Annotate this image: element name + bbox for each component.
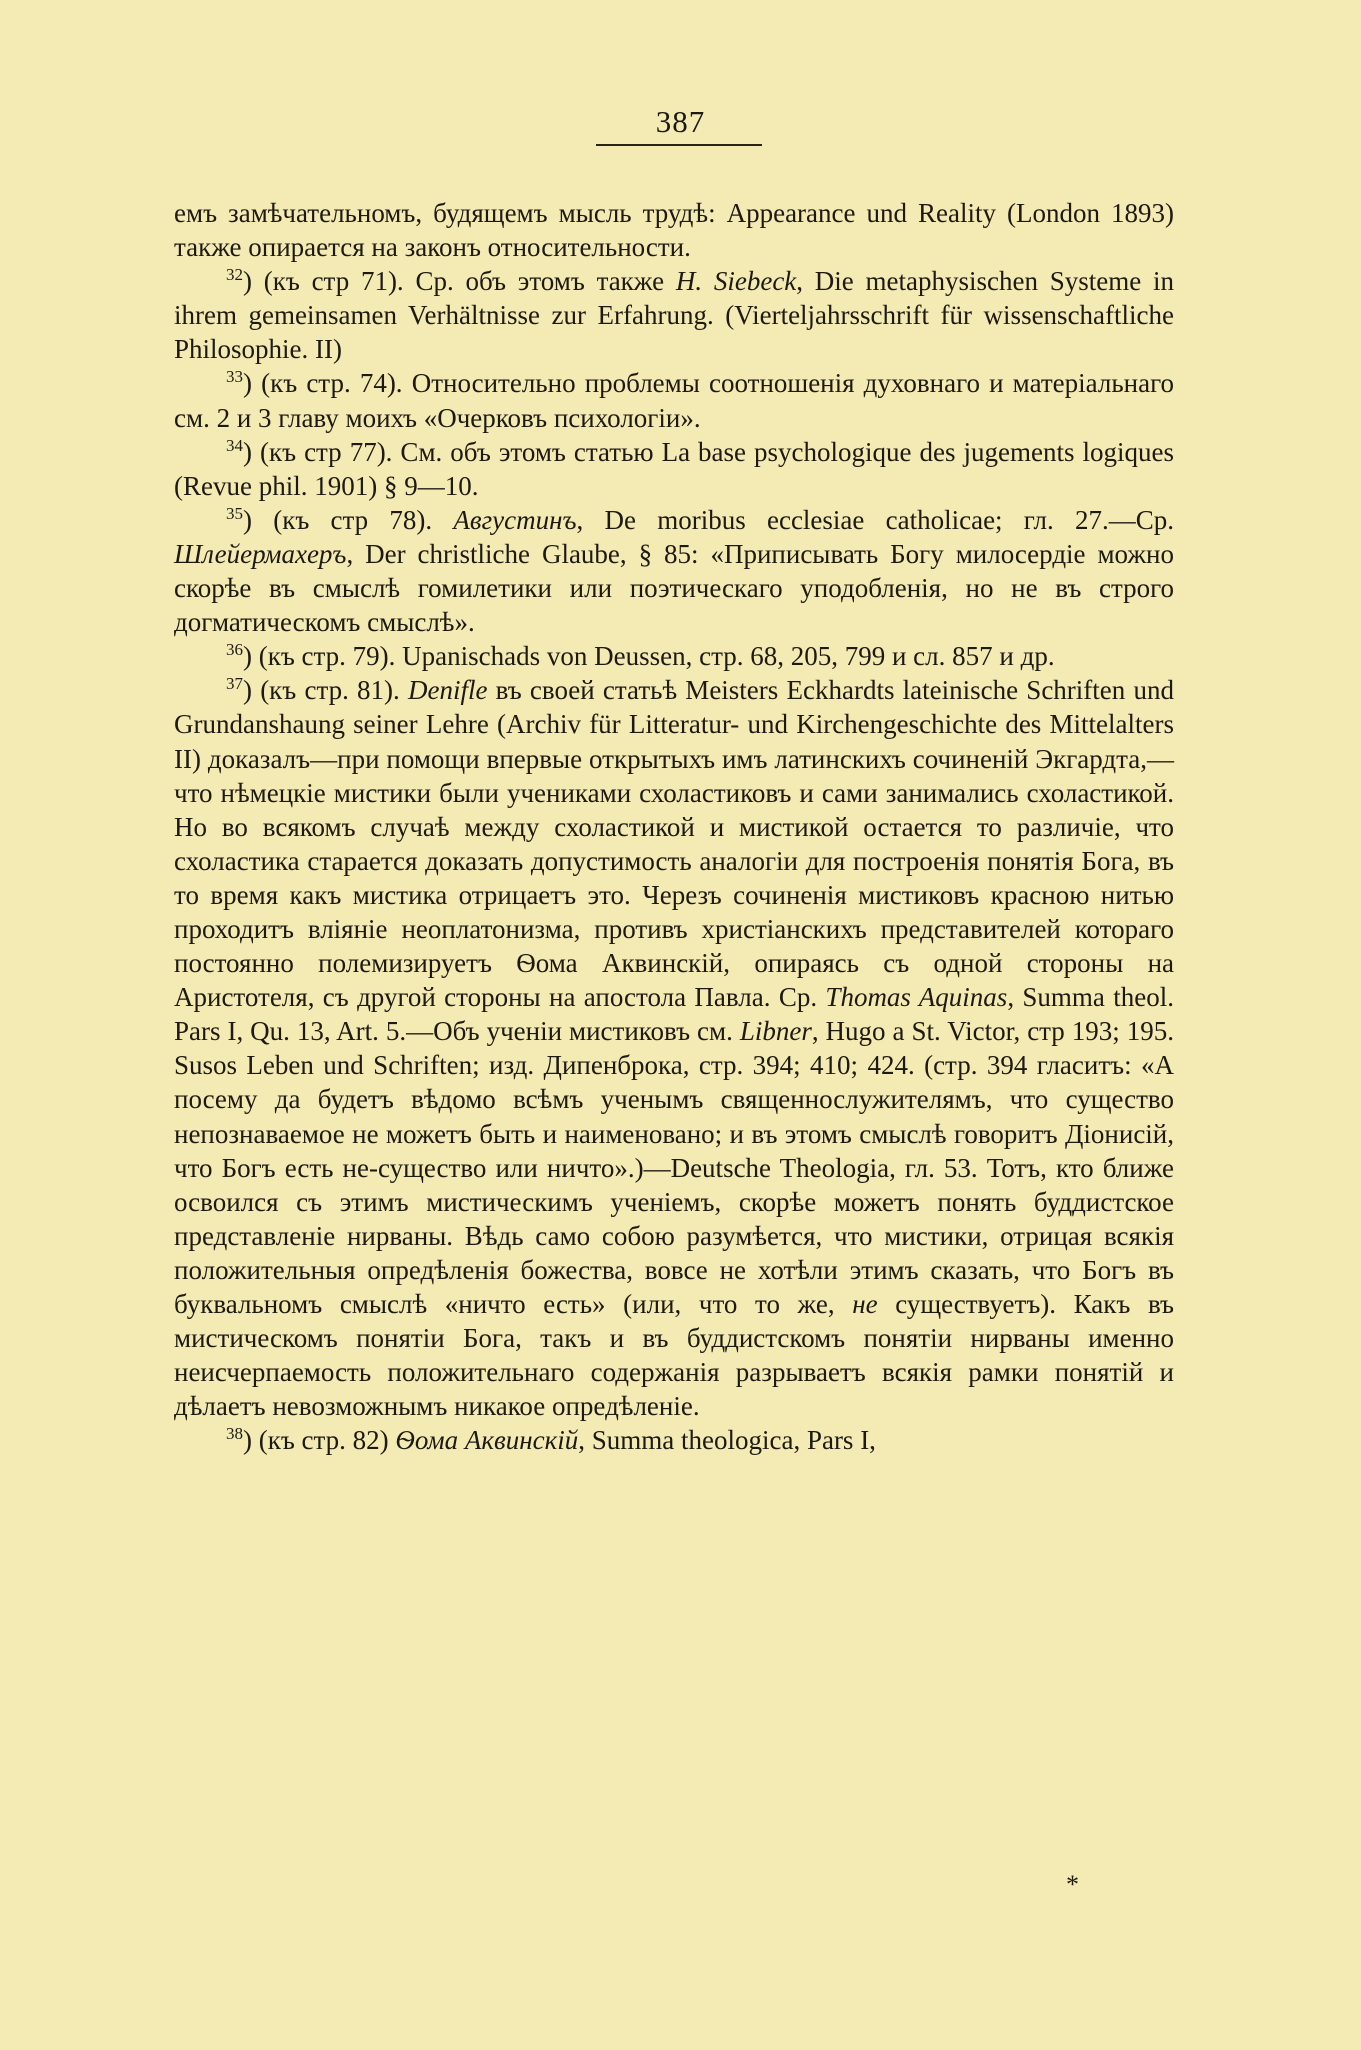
note-35-author-2: Шлейермахеръ bbox=[174, 538, 347, 569]
endnotes-body bbox=[174, 196, 1174, 1457]
note-35 bbox=[174, 503, 1174, 639]
note-37-number: 37 bbox=[226, 674, 243, 694]
note-32-author: H. Siebeck bbox=[675, 266, 797, 297]
note-35-number: 35 bbox=[226, 503, 243, 523]
note-32 bbox=[174, 264, 1174, 366]
note-36-number: 36 bbox=[226, 640, 243, 660]
note-38-author: Ѳома Аквинскій bbox=[395, 1425, 579, 1456]
note-37-text-e: существуетъ). Какъ въ мистическомъ понятіи Бога, такъ и въ буддистскомъ понятіи нирваны именно неисчерпаемость положительнаго содержанія разрываетъ всякія рамки понятій и дѣлаетъ невозможнымъ никакое опредѣленіе. bbox=[174, 1289, 1174, 1422]
note-37-text-c: , Summa theol. Pars I, Qu. 13, Art. 5.—Объ ученіи мистиковъ см. bbox=[174, 982, 1174, 1047]
note-37-author-1: Denifle bbox=[407, 675, 488, 706]
note-continuation bbox=[174, 196, 1174, 264]
note-34-text: ) (къ стр 77). См. объ этомъ статью La base psychologique des jugements logiques (Revue phil. 1901) § 9—10. bbox=[174, 436, 1174, 501]
note-34 bbox=[174, 435, 1174, 503]
note-38-text-a: ) (къ стр. 82) bbox=[243, 1425, 396, 1456]
note-37-text-b: въ своей статьѣ Meisters Eckhardts lateinische Schriften und Grundanshaung seiner Lehre (Archiv für Litteratur- und Kirchengeschichte des Mittelalters II) доказалъ—при помощи впервые открытыхъ имъ латинскихъ сочиненій Экгардта,—что нѣмецкіе мистики были учениками схоластиковъ и сами занимались схоластикой. Но во всякомъ случаѣ между схоластикой и мистикой остается то различіе, что схоластика старается доказать допустимость аналогіи для построенія понятія Бога, въ то время какъ мистика отрицаетъ это. Черезъ сочиненія мистиковъ красною нитью проходитъ вліяніе неоплатонизма, противъ христіанскихъ представителей котораго постоянно полемизируетъ Ѳома Аквинскій, опираясь съ одной стороны на Аристотеля, съ другой стороны на апостола Павла. Ср. bbox=[174, 675, 1174, 1013]
signature-mark: * bbox=[1066, 1870, 1079, 1899]
note-38-text-b: , Summa theologica, Pars I, bbox=[578, 1425, 876, 1456]
note-36 bbox=[174, 639, 1174, 673]
note-35-text-a: ) (къ стр 78). bbox=[243, 504, 454, 535]
note-37-author-3: Libner bbox=[739, 1016, 812, 1047]
note-37-emphasis: не bbox=[852, 1289, 878, 1319]
header-rule bbox=[596, 144, 762, 146]
note-37 bbox=[174, 673, 1174, 1423]
page-number: 387 bbox=[655, 104, 706, 139]
note-33 bbox=[174, 366, 1174, 434]
note-32-number: 32 bbox=[226, 265, 243, 285]
note-32-text-a: ) (къ стр 71). Ср. объ этомъ также bbox=[243, 266, 676, 297]
note-35-text-b: , De moribus ecclesiae catholicae; гл. 27.—Ср. bbox=[576, 504, 1174, 535]
note-37-author-2: Thomas Aquinas bbox=[825, 982, 1008, 1013]
note-34-number: 34 bbox=[226, 435, 243, 455]
note-33-text: ) (къ стр. 74). Относительно проблемы соотношенія духовнаго и матеріальнаго см. 2 и 3 главу моихъ «Очерковъ психологіи». bbox=[174, 368, 1174, 433]
note-38 bbox=[174, 1423, 1174, 1457]
note-35-text-c: , Der christliche Glaube, § 85: «Приписывать Богу милосердіе можно скорѣе въ смыслѣ гомилетики или поэтическаго уподобленія, но не въ строго догматическомъ смыслѣ». bbox=[174, 538, 1174, 638]
note-37-text-a: ) (къ стр. 81). bbox=[243, 675, 408, 706]
note-32-text-b: , Die metaphysischen Systeme in ihrem gemeinsamen Verhältnisse zur Erfahrung. (Vierteljahrsschrift für wissenschaftliche Philosophie. II) bbox=[174, 266, 1175, 365]
note-35-author-1: Августинъ bbox=[453, 504, 577, 535]
note-33-number: 33 bbox=[226, 367, 243, 387]
note-36-text: ) (къ стр. 79). Upanischads von Deussen, стр. 68, 205, 799 и сл. 857 и др. bbox=[243, 641, 1055, 672]
note-continuation-text: емъ замѣчательномъ, будящемъ мысль трудѣ: Appearance und Reality (London 1893) также опирается на законъ относительности. bbox=[174, 198, 1174, 263]
note-38-number: 38 bbox=[226, 1424, 243, 1444]
note-37-text-d: , Hugo a St. Victor, стр 193; 195. Susos Leben und Schriften; изд. Дипенброка, стр. 394; 410; 424. (стр. 394 гласитъ: «А посему да будетъ вѣдомо всѣмъ ученымъ священнослужителямъ, что существо непознаваемое не можетъ быть и наименовано; и въ этомъ смыслѣ говоритъ Діонисій, что Богъ есть не-существо или ничто».)—Deutsche Theologia, гл. 53. Тотъ, кто ближе освоился съ этимъ мистическимъ ученіемъ, скорѣе можетъ понять буддистское представленіе нирваны. Вѣдь само собою разумѣется, что мистики, отрицая всякія положительныя опредѣленія божества, вовсе не хотѣли этимъ сказать, что Богъ въ буквальномъ смыслѣ «ничто есть» (или, что то же, bbox=[174, 1016, 1174, 1319]
